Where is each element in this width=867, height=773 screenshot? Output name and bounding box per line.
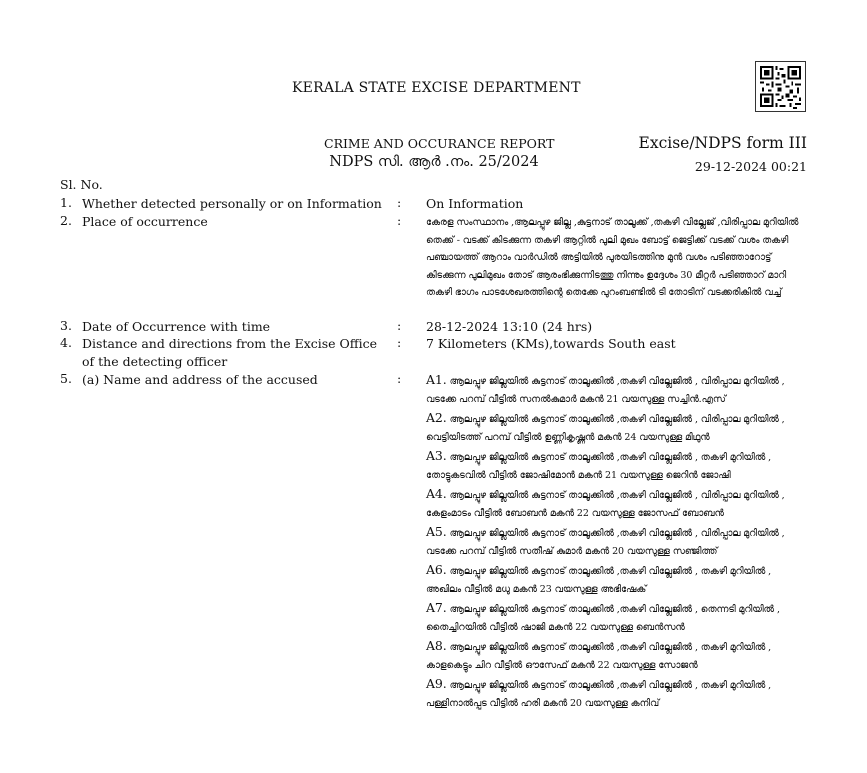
accused-code: A6. — [426, 562, 447, 577]
accused-details: ആലപ്പുഴ ജില്ലയിൽ കുട്ടനാട് താലൂക്കിൽ ,തകഴി വില്ലേജിൽ , തകഴി മുറിയിൽ , അഖിലം വീട്ടിൽ മധു മകൻ 23 വയസുള്ള അഭിഷേക് — [426, 566, 772, 595]
accused-entry — [426, 675, 801, 712]
item-accused — [60, 371, 820, 773]
separator: : — [397, 335, 402, 350]
accused-code: A1. — [426, 372, 447, 387]
accused-code: A9. — [426, 676, 447, 691]
item-number: 5. — [60, 371, 72, 386]
report-title: CRIME AND OCCURANCE REPORT — [324, 136, 555, 151]
item-label: Place of occurrence — [82, 214, 208, 229]
accused-code: A8. — [426, 638, 447, 653]
separator: : — [397, 318, 402, 333]
accused-details: ആലപ്പുഴ ജില്ലയിൽ കുട്ടനാട് താലൂക്കിൽ ,തകഴി വില്ലേജിൽ , വിരിപ്പാല മുറിയിൽ , വടക്കേ പറമ്പ് വീട്ടിൽ സനൽകുമാർ മകൻ 21 വയസുള്ള സച്ചിൻ.എസ് — [426, 376, 785, 405]
accused-entry — [426, 523, 801, 560]
accused-code: A2. — [426, 410, 447, 425]
item-value: On Information — [426, 196, 524, 211]
department-title: KERALA STATE EXCISE DEPARTMENT — [292, 80, 581, 96]
accused-code: A5. — [426, 524, 447, 539]
accused-entry — [426, 599, 801, 636]
accused-code: A4. — [426, 486, 447, 501]
accused-entry — [426, 371, 801, 408]
item-number: 2. — [60, 213, 72, 228]
item-number: 1. — [60, 195, 72, 210]
accused-entry — [426, 485, 801, 522]
report-datetime: 29-12-2024 00:21 — [694, 159, 807, 174]
form-name: Excise/NDPS form III — [638, 134, 807, 152]
item-number: 3. — [60, 318, 72, 333]
item-distance-direction — [60, 335, 820, 371]
item-value: 28-12-2024 13:10 (24 hrs) — [426, 319, 593, 334]
item-date-of-occurrence — [60, 318, 820, 336]
item-value: കേരള സംസ്ഥാനം ,ആലപ്പുഴ ജില്ല ,കുട്ടനാട് താലൂക്ക് ,തകഴി വില്ലേജ് ,വിരിപ്പാല മുറിയിൽ തെക്ക് - വടക്ക് കിടക്കുന്ന തകഴി ആറ്റിൽ പുലി മുഖം ബോട്ട് ജെട്ടിക്ക് വടക്ക് വശം തകഴി പഞ്ചായത്ത് ആറാം വാർഡിൽ അട്ടിയിൽ പുരയിടത്തിനു മുൻ വശം പടിഞ്ഞാറോട്ട് കിടക്കുന്ന പുലിമുഖം തോട് ആരംഭിക്കുന്നിടത്തു നിന്നും ഉദ്ദേശം 30 മീറ്റർ പടിഞ്ഞാറ് മാറി തകഴി ഭാഗം പാടശേഖരത്തിന്റെ തെക്കേ പുറംബണ്ടിൽ ടി തോടിന് വടക്കരികിൽ വച്ച് — [426, 217, 799, 298]
accused-code: A3. — [426, 448, 447, 463]
item-detection-mode — [60, 195, 820, 213]
item-place-of-occurrence — [60, 213, 820, 318]
item-value: 7 Kilometers (KMs),towards South east — [426, 336, 676, 351]
qr-code-icon — [755, 61, 806, 112]
separator: : — [397, 195, 402, 210]
accused-entry — [426, 447, 801, 484]
accused-code: A7. — [426, 600, 447, 615]
item-number: 4. — [60, 335, 72, 350]
accused-entry — [426, 637, 801, 674]
accused-entry — [426, 409, 801, 446]
separator: : — [397, 213, 402, 228]
case-number: NDPS സി. ആർ .നം. 25/2024 — [329, 154, 539, 170]
accused-details: ആലപ്പുഴ ജില്ലയിൽ കുട്ടനാട് താലൂക്കിൽ ,തകഴി വില്ലേജിൽ , വിരിപ്പാല മുറിയിൽ , കേളംമാടം വീട്ടിൽ ബോബൻ മകൻ 22 വയസുള്ള ജോസഫ് ബോബൻ — [426, 490, 785, 519]
accused-details: ആലപ്പുഴ ജില്ലയിൽ കുട്ടനാട് താലൂക്കിൽ ,തകഴി വില്ലേജിൽ , തെന്നടി മുറിയിൽ , തൈച്ചിറയിൽ വീട്ടിൽ ഷാജി മകൻ 22 വയസുള്ള ബെൻസൻ — [426, 604, 780, 633]
item-label: Date of Occurrence with time — [82, 319, 271, 334]
accused-list — [426, 371, 801, 713]
accused-details: ആലപ്പുഴ ജില്ലയിൽ കുട്ടനാട് താലൂക്കിൽ ,തകഴി വില്ലേജിൽ , വിരിപ്പാല മുറിയിൽ , വെട്ടിയിടത്ത് പറമ്പ് വീട്ടിൽ ഉണ്ണികൃഷ്ണൻ മകൻ 24 വയസുള്ള മിഥുൻ — [426, 414, 785, 443]
accused-details: ആലപ്പുഴ ജില്ലയിൽ കുട്ടനാട് താലൂക്കിൽ ,തകഴി വില്ലേജിൽ , വിരിപ്പാല മുറിയിൽ , വടക്കേ പറമ്പ് വീട്ടിൽ സതീഷ് കുമാർ മകൻ 20 വയസുള്ള സഞ്ജിത്ത് — [426, 528, 785, 557]
accused-details: ആലപ്പുഴ ജില്ലയിൽ കുട്ടനാട് താലൂക്കിൽ ,തകഴി വില്ലേജിൽ , തകഴി മുറിയിൽ , തോട്ടുകടവിൽ വീട്ടിൽ ജോഷിമോൻ മകൻ 21 വയസുള്ള ജെറിൻ ജോഷി — [426, 452, 772, 481]
item-label: Whether detected personally or on Information — [82, 196, 382, 211]
accused-details: ആലപ്പുഴ ജില്ലയിൽ കുട്ടനാട് താലൂക്കിൽ ,തകഴി വില്ലേജിൽ , തകഴി മുറിയിൽ , കാളകെട്ടും ചിറ വീട്ടിൽ ഔസേഫ് മകൻ 22 വയസുള്ള സോജൻ — [426, 642, 772, 671]
separator: : — [397, 371, 402, 386]
accused-entry — [426, 561, 801, 598]
item-label: (a) Name and address of the accused — [82, 372, 318, 387]
accused-details: ആലപ്പുഴ ജില്ലയിൽ കുട്ടനാട് താലൂക്കിൽ ,തകഴി വില്ലേജിൽ , തകഴി മുറിയിൽ , പള്ളിനാൽപ്പട വീട്ടിൽ ഹരി മകൻ 20 വയസുള്ള കനിവ് — [426, 680, 772, 709]
slno-header: Sl. No. — [60, 177, 103, 192]
item-label: Distance and directions from the Excise Office of the detecting officer — [82, 336, 378, 369]
